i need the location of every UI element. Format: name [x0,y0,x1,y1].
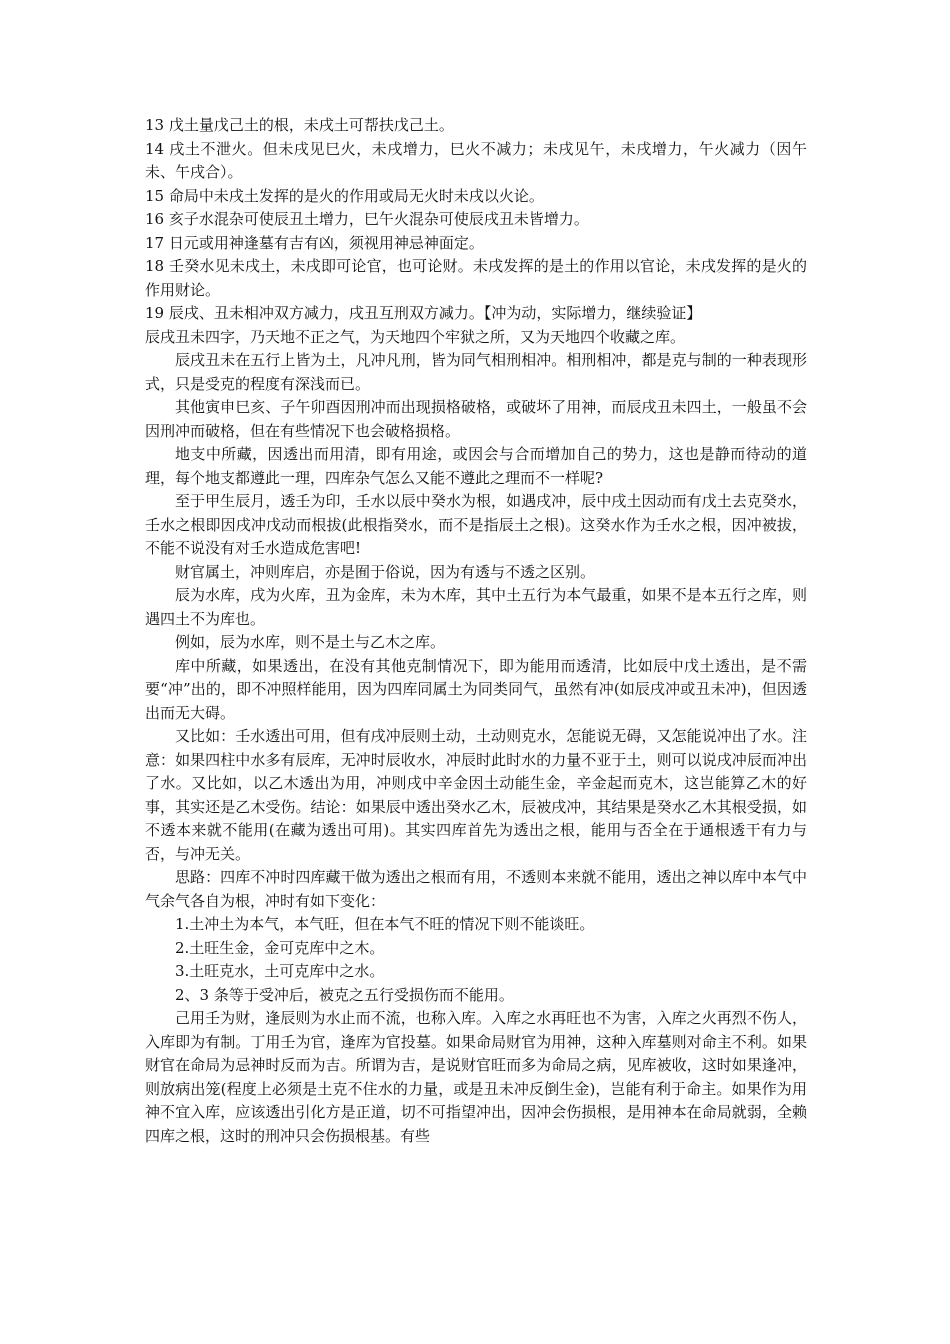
paragraph-2: 14 戌土不泄火。但未戌见巳火，未戌增力，巳火不减力；未戌见午，未戌增力，午火减力（因午未、午戌合）。 [145,139,807,181]
paragraph-22: 2、3 条等于受冲后，被克之五行受损伤而不能用。 [175,985,514,1004]
paragraph-20: 2.土旺生金，金可克库中之木。 [175,938,385,957]
paragraph-21: 3.土旺克水，土可克库中之水。 [175,962,385,980]
paragraph-5: 17 日元或用神逢墓有吉有凶，须视用神忌神面定。 [145,233,484,252]
paragraph-14: 辰为水库，戌为火库，丑为金库，未为木库，其中土五行为本气最重，如果不是本五行之库，则遇四土不为库也。 [145,586,807,628]
paragraph-13: 财官属土，冲则库启，亦是囿于俗说，因为有透与不透之区别。 [175,562,596,581]
paragraph-15: 例如，辰为水库，则不是土与乙木之库。 [175,633,446,651]
paragraph-10: 其他寅申巳亥、子午卯酉因刑冲而出现损格破格，或破坏了用神，而辰戌丑未四土，一般虽不会因刑冲而破格，但在有些情况下也会破格损格。 [145,398,807,440]
paragraph-16: 库中所藏，如果透出，在没有其他克制情况下，即为能用而透清，比如辰中戊土透出，是不需要“冲”出的，即不冲照样能用，因为四库同属土为同类同气，虽然有冲(如辰戌冲或丑未冲)，但因透出而无大碍。 [145,656,807,722]
paragraph-18: 思路：四库不冲时四库藏干做为透出之根而有用，不透则本来就不能用，透出之神以库中本气中气余气各自为根，冲时有如下变化： [145,868,807,910]
paragraph-17: 又比如：壬水透出可用，但有戌冲辰则土动，土动则克水，怎能说无碍，又怎能说冲出了水。注意：如果四柱中水多有辰库，无冲时辰收水，冲辰时此时水的力量不亚于土，则可以说戌冲辰而冲出了水。又比如，以乙木透出为用，冲则戌中辛金因土动能生金，辛金起而克木，这岂能算乙木的好事，其实还是乙木受伤。结论：如果辰中透出癸水乙木，辰被戌冲，其结果是癸水乙木其根受损，如不透本来就不能用(在藏为透出可用)。其实四库首先为透出之根，能用与否全在于通根透干有力与否，与冲无关。 [145,727,807,863]
document-page [145,114,807,1148]
paragraph-4: 16 亥子水混杂可使辰丑土增力，巳午火混杂可使辰戌丑未皆增力。 [145,210,589,228]
paragraph-8: 辰戌丑未四字，乃天地不正之气，为天地四个牢狱之所，又为天地四个收藏之库。 [145,327,686,346]
paragraph-3: 15 命局中未戌土发挥的是火的作用或局无火时未戌以火论。 [145,186,544,205]
paragraph-7: 19 辰戌、丑未相冲双方减力，戌丑互刑双方减力。【冲为动，实际增力，继续验证】 [145,304,702,322]
paragraph-23: 己用壬为财，逢辰则为水止而不流，也称入库。入库之水再旺也不为害，入库之火再烈不伤人，入库即为有制。丁用壬为官，逢库为官投墓。如果命局财官为用神，这种入库墓则对命主不利。如果财官在命局为忌神时反而为吉。所谓为吉，是说财官旺而多为命局之病，见库被收，这时如果逢冲，则放病出笼(程度上必须是土克不住水的力量，或是丑未冲反倒生金)，岂能有利于命主。如果作为用神不宜入库，应该透出引化方是正道，切不可指望冲出，因冲会伤损根，是用神本在命局就弱，全赖四库之根，这时的刑冲只会伤损根基。有些 [145,1009,807,1145]
paragraph-11: 地支中所藏，因透出而用清，即有用途，或因会与合而增加自己的势力，这也是静而待动的道理，每个地支都遵此一理，四库杂气怎么又能不遵此之理而不一样呢? [145,445,807,487]
paragraph-19: 1.土冲土为本气，本气旺，但在本气不旺的情况下则不能谈旺。 [175,915,595,933]
paragraph-1: 13 戊土量戊己土的根，未戌土可帮扶戊己土。 [145,116,454,134]
paragraph-6: 18 壬癸水见未戌土，未戌即可论官，也可论财。未戌发挥的是土的作用以官论，未戌发挥的是火的作用财论。 [145,257,807,299]
paragraph-9: 辰戌丑未在五行上皆为土，凡冲凡刑，皆为同气相刑相冲。相刑相冲，都是克与制的一种表现形式，只是受克的程度有深浅而已。 [145,351,807,393]
paragraph-12: 至于甲生辰月，透壬为印，壬水以辰中癸水为根，如遇戌冲，辰中戌土因动而有戊土去克癸水，壬水之根即因戌冲戊动而根拔(此根指癸水，而不是指辰土之根)。这癸水作为壬水之根，因冲被拔，不能不说没有对壬水造成危害吧! [145,492,807,557]
